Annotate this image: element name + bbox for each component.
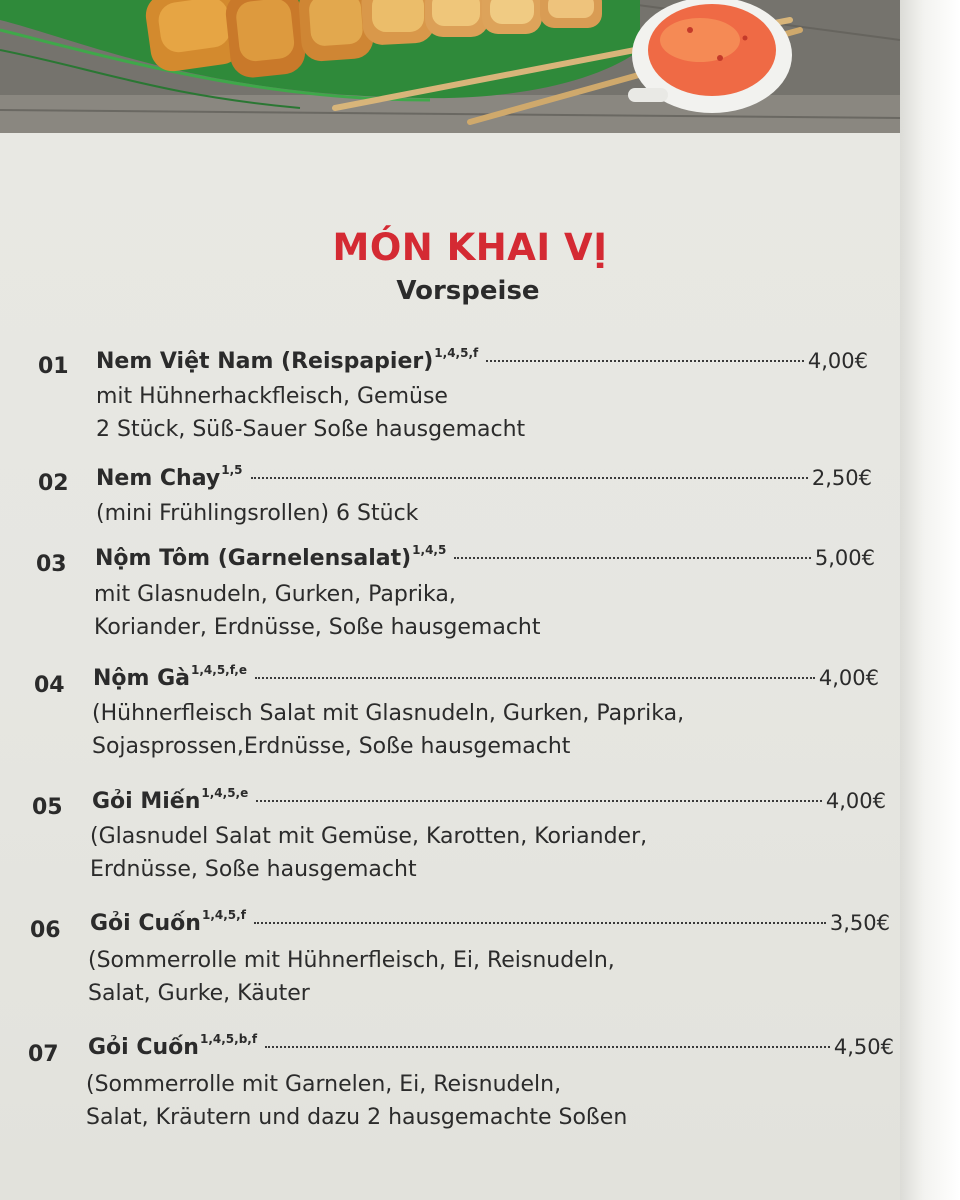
item-allergens: 1,4,5 <box>412 543 447 557</box>
item-number: 01 <box>38 354 69 379</box>
item-allergens: 1,4,5,e <box>201 786 249 800</box>
description-line: mit Hühnerhackfleisch, Gemüse <box>96 384 448 409</box>
item-header <box>96 346 868 374</box>
item-header <box>96 463 872 491</box>
leader-dots <box>251 477 808 479</box>
item-description <box>96 497 418 530</box>
item-price: 4,00€ <box>825 789 886 813</box>
leader-dots <box>486 360 804 362</box>
description-line: 2 Stück, Süß-Sauer Soße hausgemacht <box>96 417 526 442</box>
spring-rolls-illustration <box>0 0 900 133</box>
item-description <box>86 1068 627 1134</box>
description-line: Koriander, Erdnüsse, Soße hausgemacht <box>94 615 541 640</box>
item-header <box>95 543 875 571</box>
leader-dots <box>255 677 815 679</box>
description-line: Sojasprossen,Erdnüsse, Soße hausgemacht <box>92 734 571 759</box>
item-description <box>90 820 647 886</box>
item-allergens: 1,4,5,b,f <box>199 1032 258 1046</box>
item-header <box>92 786 886 814</box>
item-name: Nộm Gà <box>93 666 191 691</box>
description-line: (Hühnerfleisch Salat mit Glasnudeln, Gurken, Paprika, <box>92 701 685 726</box>
item-number: 02 <box>38 471 69 496</box>
item-name: Nem Việt Nam (Reispapier) <box>96 349 434 374</box>
section-title: MÓN KHAI VỊ <box>332 226 608 269</box>
item-description <box>94 578 540 644</box>
item-description <box>88 944 615 1010</box>
item-name: Gỏi Cuốn <box>90 911 201 936</box>
item-number: 04 <box>34 673 65 698</box>
item-number: 03 <box>36 552 67 577</box>
description-line: Salat, Gurke, Käuter <box>88 981 310 1006</box>
item-header <box>90 908 890 936</box>
item-price: 3,50€ <box>829 911 890 935</box>
section-subtitle: Vorspeise <box>396 276 540 306</box>
description-line: (Sommerrolle mit Garnelen, Ei, Reisnudeln, <box>86 1072 562 1097</box>
page-edge <box>900 0 960 1200</box>
description-line: (Sommerrolle mit Hühnerfleisch, Ei, Reisnudeln, <box>88 948 615 973</box>
item-price: 4,00€ <box>807 349 868 373</box>
item-price: 4,50€ <box>833 1035 894 1059</box>
item-allergens: 1,4,5,f,e <box>191 663 248 677</box>
item-price: 4,00€ <box>818 666 879 690</box>
item-allergens: 1,4,5,f <box>201 908 246 922</box>
item-name: Gỏi Miến <box>92 789 201 814</box>
leader-dots <box>254 922 826 924</box>
item-header <box>93 663 879 691</box>
description-line: mit Glasnudeln, Gurken, Paprika, <box>94 582 456 607</box>
item-number: 07 <box>28 1042 59 1067</box>
item-number: 05 <box>32 795 63 820</box>
item-number: 06 <box>30 918 61 943</box>
item-description <box>92 697 684 763</box>
item-name: Nộm Tôm (Garnelensalat) <box>95 546 412 571</box>
description-line: (mini Frühlingsrollen) 6 Stück <box>96 501 419 526</box>
item-header <box>88 1032 894 1060</box>
description-line: Erdnüsse, Soße hausgemacht <box>90 857 417 882</box>
food-photo <box>0 0 900 133</box>
leader-dots <box>265 1046 830 1048</box>
item-name: Gỏi Cuốn <box>88 1035 199 1060</box>
description-line: Salat, Kräutern und dazu 2 hausgemachte Soßen <box>86 1105 628 1130</box>
item-description <box>96 380 525 446</box>
item-price: 5,00€ <box>814 546 875 570</box>
item-allergens: 1,4,5,f <box>434 346 479 360</box>
item-name: Nem Chay <box>96 466 221 491</box>
item-allergens: 1,5 <box>221 463 243 477</box>
description-line: (Glasnudel Salat mit Gemüse, Karotten, Koriander, <box>90 824 648 849</box>
item-price: 2,50€ <box>811 466 872 490</box>
leader-dots <box>256 800 822 802</box>
leader-dots <box>454 557 811 559</box>
